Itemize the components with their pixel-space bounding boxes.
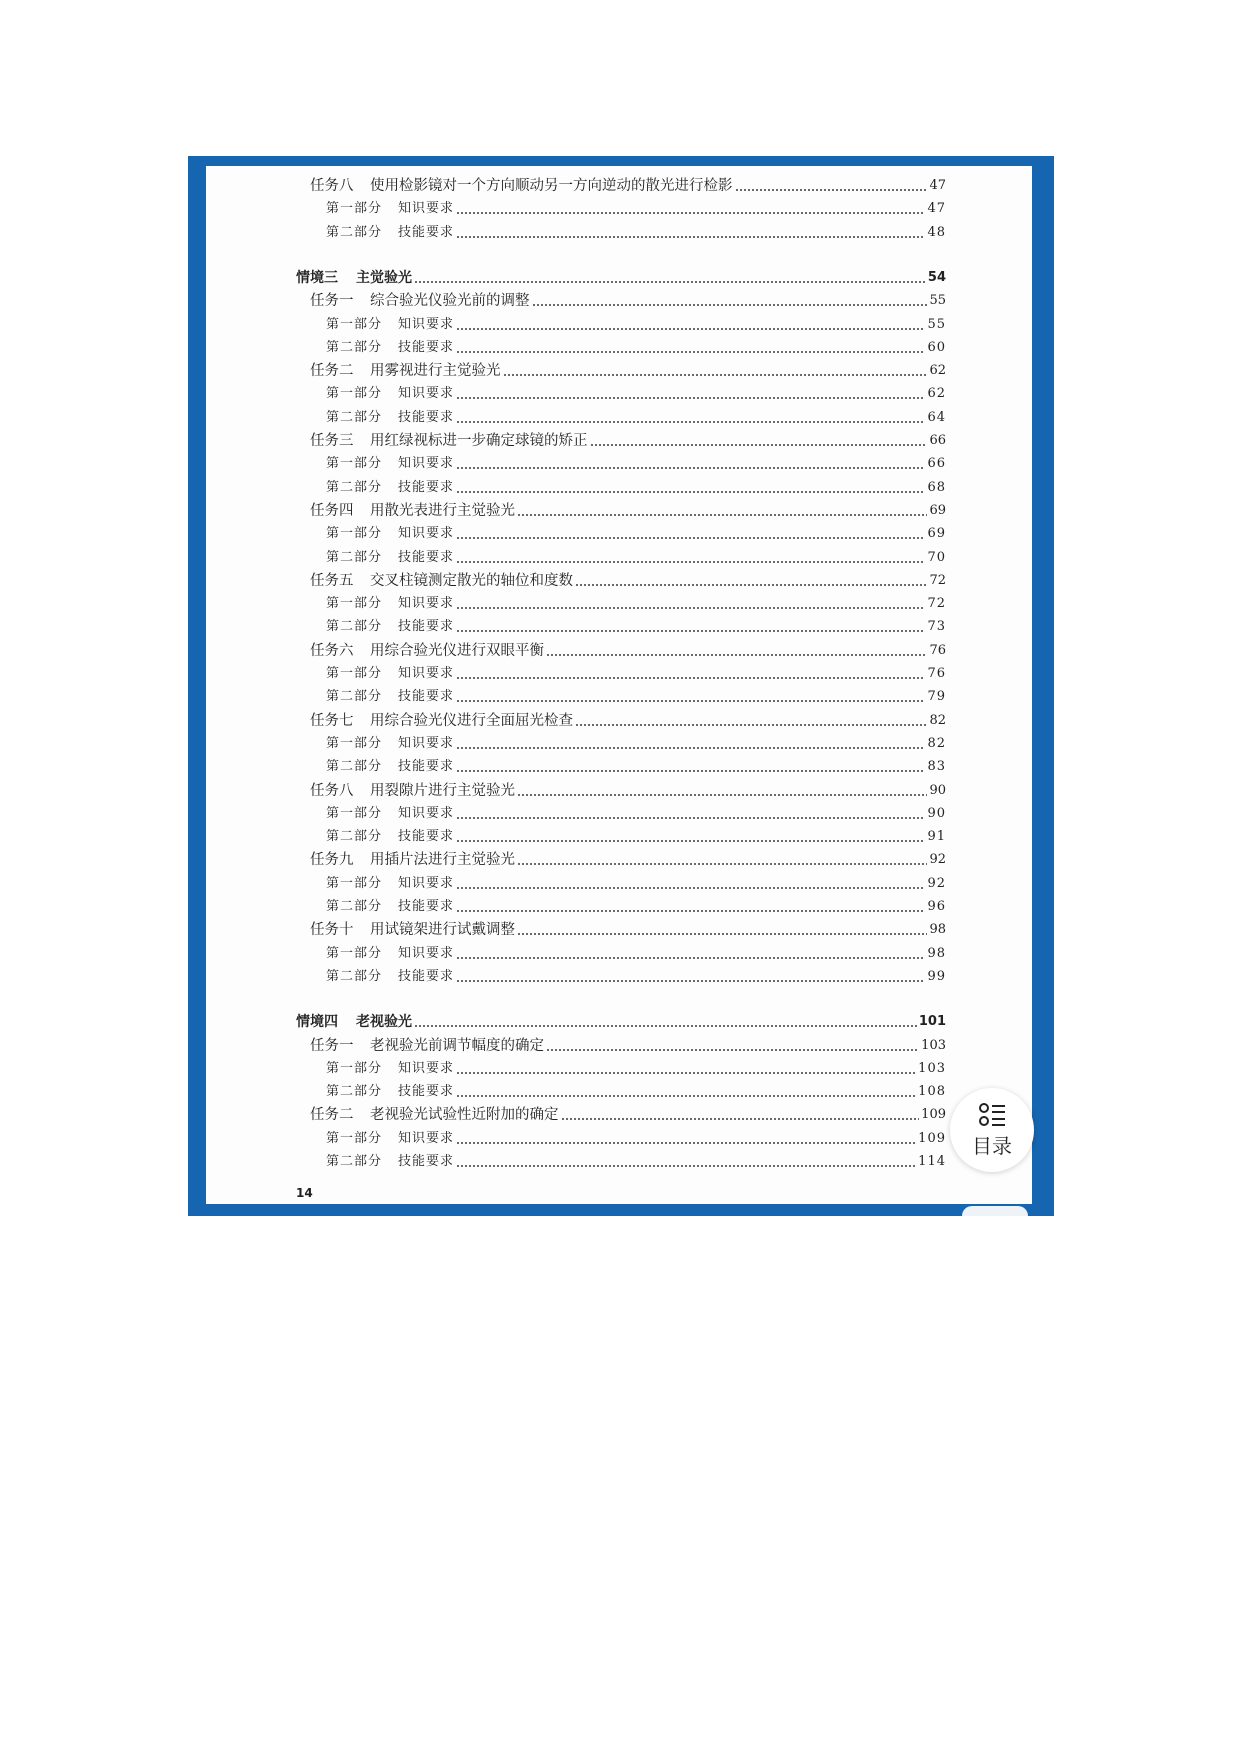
toc-entry-page: 98 bbox=[929, 922, 946, 938]
toc-entry-page: 69 bbox=[927, 526, 946, 542]
toc-entry-label bbox=[326, 875, 454, 893]
toc-entry-number: 第一部分 bbox=[326, 316, 383, 332]
toc-entry-title: 老视验光前调节幅度的确定 bbox=[370, 1037, 544, 1054]
toc-entry-part[interactable] bbox=[326, 220, 946, 242]
toc-entry-label bbox=[310, 1037, 544, 1055]
toc-entry-number: 第一部分 bbox=[326, 875, 383, 891]
dot-leader bbox=[517, 794, 927, 796]
toc-entry-number: 第一部分 bbox=[326, 735, 383, 751]
toc-entry-title: 知识要求 bbox=[398, 596, 455, 612]
toc-entry-page: 55 bbox=[927, 316, 946, 332]
toc-entry-label bbox=[310, 712, 573, 730]
toc-entry-title: 使用检影镜对一个方向顺动另一方向逆动的散光进行检影 bbox=[370, 178, 733, 194]
toc-entry-page: 91 bbox=[927, 829, 946, 845]
dot-leader bbox=[456, 1165, 916, 1167]
toc-entry-number: 第一部分 bbox=[326, 945, 383, 961]
toc-entry-label bbox=[326, 525, 454, 543]
toc-entry-page: 73 bbox=[927, 619, 946, 635]
toc-entry-number: 任务一 bbox=[310, 293, 354, 310]
secondary-floating-button[interactable] bbox=[962, 1206, 1028, 1216]
toc-entry-page: 66 bbox=[927, 456, 946, 472]
dot-leader bbox=[590, 444, 928, 446]
toc-entry-title: 知识要求 bbox=[398, 456, 455, 472]
toc-entry-label bbox=[326, 224, 454, 242]
toc-entry-number: 第二部分 bbox=[326, 968, 383, 984]
toc-entry-title: 知识要求 bbox=[398, 1060, 455, 1076]
dot-leader bbox=[503, 374, 928, 376]
toc-entry-title: 综合验光仪验光前的调整 bbox=[370, 293, 530, 310]
dot-leader bbox=[546, 1049, 919, 1051]
toc-entry-part[interactable] bbox=[326, 614, 946, 636]
toc-entry-page: 70 bbox=[927, 549, 946, 565]
toc-entry-label bbox=[310, 432, 588, 450]
toc-entry-number: 任务八 bbox=[310, 782, 354, 799]
toc-entry-task[interactable] bbox=[310, 1102, 946, 1124]
toc-entry-title: 知识要求 bbox=[398, 386, 455, 402]
toc-entry-number: 第二部分 bbox=[326, 619, 383, 635]
dot-leader bbox=[456, 491, 925, 493]
toc-entry-title: 技能要求 bbox=[398, 829, 455, 845]
toc-entry-page: 54 bbox=[927, 269, 946, 285]
toc-entry-label bbox=[326, 339, 454, 357]
toc-entry-part[interactable] bbox=[326, 684, 946, 706]
list-icon bbox=[978, 1102, 1006, 1128]
toc-entry-label bbox=[326, 688, 454, 706]
toc-entry-title: 技能要求 bbox=[398, 224, 455, 240]
toc-entry-label bbox=[326, 479, 454, 497]
toc-entry-page: 47 bbox=[929, 178, 946, 193]
toc-entry-title: 知识要求 bbox=[398, 735, 455, 751]
dot-leader bbox=[456, 467, 925, 469]
toc-entry-task[interactable] bbox=[310, 917, 946, 939]
toc-entry-number: 第一部分 bbox=[326, 526, 383, 542]
dot-leader bbox=[456, 817, 925, 819]
toc-entry-title: 用裂隙片进行主觉验光 bbox=[370, 782, 515, 799]
toc-entry-page: 72 bbox=[929, 572, 946, 588]
dot-leader bbox=[546, 654, 927, 656]
toc-entry-page: 76 bbox=[927, 666, 946, 681]
toc-button[interactable] bbox=[950, 1088, 1034, 1172]
toc-entry-title: 用散光表进行主觉验光 bbox=[370, 502, 515, 519]
toc-entry-page: 114 bbox=[918, 1154, 946, 1169]
toc-entry-title: 主觉验光 bbox=[356, 269, 412, 286]
dot-leader bbox=[456, 351, 925, 353]
toc-entry-part[interactable] bbox=[326, 1126, 946, 1148]
dot-leader bbox=[456, 561, 925, 563]
toc-entry-number: 第二部分 bbox=[326, 1154, 383, 1169]
dot-leader bbox=[575, 724, 927, 726]
toc-entry-page: 48 bbox=[927, 224, 946, 240]
toc-entry-page: 103 bbox=[921, 1037, 946, 1053]
toc-entry-page: 66 bbox=[929, 433, 946, 448]
toc-entry-label bbox=[310, 921, 515, 939]
toc-entry-task[interactable] bbox=[310, 847, 946, 869]
dot-leader bbox=[414, 281, 926, 283]
toc-entry-page: 69 bbox=[929, 502, 946, 518]
toc-entry-number: 第一部分 bbox=[326, 1060, 383, 1076]
toc-entry-title: 知识要求 bbox=[398, 201, 455, 217]
toc-entry-label bbox=[326, 1153, 454, 1171]
toc-entry-label bbox=[310, 782, 515, 800]
toc-entry-page: 72 bbox=[927, 596, 946, 612]
toc-entry-title: 知识要求 bbox=[398, 805, 455, 821]
toc-entry-page: 108 bbox=[918, 1084, 946, 1100]
toc-entry-label bbox=[310, 177, 733, 195]
toc-entry-title: 技能要求 bbox=[398, 759, 455, 775]
toc-entry-title: 知识要求 bbox=[398, 526, 455, 542]
toc-entry-part[interactable] bbox=[326, 335, 946, 357]
toc-entry-label bbox=[326, 665, 454, 683]
toc-entry-number: 任务二 bbox=[310, 1107, 354, 1124]
toc-entry-page: 64 bbox=[927, 409, 946, 425]
toc-entry-page: 68 bbox=[927, 479, 946, 495]
toc-entry-number: 第二部分 bbox=[326, 479, 383, 495]
toc-entry-number: 任务十 bbox=[310, 922, 354, 939]
toc-entry-title: 知识要求 bbox=[398, 1130, 455, 1146]
toc-entry-part[interactable] bbox=[326, 475, 946, 497]
toc-entry-part[interactable] bbox=[326, 1149, 946, 1171]
toc-entry-title: 用综合验光仪进行全面屈光检查 bbox=[370, 712, 573, 729]
toc-entry-page: 109 bbox=[921, 1107, 946, 1123]
toc-entry-page: 92 bbox=[927, 875, 946, 891]
toc-entry-page: 103 bbox=[918, 1060, 946, 1076]
dot-leader bbox=[517, 514, 927, 516]
toc-entry-number: 任务三 bbox=[310, 433, 354, 449]
toc-entry-number: 任务七 bbox=[310, 712, 354, 729]
toc-entry-page: 82 bbox=[927, 735, 946, 751]
toc-entry-task[interactable] bbox=[310, 173, 946, 195]
toc-entry-title: 用雾视进行主觉验光 bbox=[370, 363, 501, 380]
toc-entry-title: 技能要求 bbox=[398, 899, 455, 914]
toc-entry-page: 62 bbox=[927, 386, 946, 402]
dot-leader bbox=[735, 189, 928, 191]
dot-leader bbox=[456, 910, 925, 912]
dot-leader bbox=[517, 933, 927, 935]
toc-entry-part[interactable] bbox=[326, 521, 946, 543]
dot-leader bbox=[561, 1118, 920, 1120]
toc-entry-part[interactable] bbox=[326, 871, 946, 893]
toc-entry-number: 第二部分 bbox=[326, 339, 383, 355]
toc-entry-title: 老视验光 bbox=[356, 1014, 412, 1031]
toc-entry-title: 知识要求 bbox=[398, 945, 455, 961]
toc-entry-page: 47 bbox=[927, 201, 946, 217]
dot-leader bbox=[414, 1025, 917, 1027]
toc-entry-title: 用试镜架进行试戴调整 bbox=[370, 922, 515, 939]
toc-entry-label bbox=[310, 572, 573, 590]
toc-entry-title: 知识要求 bbox=[398, 666, 455, 681]
toc-entry-task[interactable] bbox=[310, 358, 946, 380]
toc-entry-number: 第二部分 bbox=[326, 689, 383, 705]
toc-entry-title: 技能要求 bbox=[398, 619, 455, 635]
toc-entry-label bbox=[310, 362, 501, 380]
toc-entry-page: 109 bbox=[918, 1130, 946, 1146]
dot-leader bbox=[456, 328, 925, 330]
toc-entry-number: 任务八 bbox=[310, 178, 354, 194]
toc-entry-label bbox=[326, 968, 454, 986]
page-number: 14 bbox=[296, 1186, 313, 1200]
dot-leader bbox=[456, 537, 925, 539]
toc-entry-title: 技能要求 bbox=[398, 339, 455, 355]
toc-entry-title: 技能要求 bbox=[398, 689, 455, 705]
dot-leader bbox=[517, 863, 927, 865]
toc-entry-part[interactable] bbox=[326, 381, 946, 403]
dot-leader bbox=[456, 397, 925, 399]
toc-entry-title: 技能要求 bbox=[398, 968, 455, 984]
toc-entry-title: 技能要求 bbox=[398, 479, 455, 495]
toc-entry-label bbox=[310, 292, 530, 310]
dot-leader bbox=[456, 607, 925, 609]
toc-entry-label bbox=[326, 618, 454, 636]
toc-entry-part[interactable] bbox=[326, 894, 946, 916]
toc-entry-number: 第一部分 bbox=[326, 456, 383, 472]
toc-entry-number: 第一部分 bbox=[326, 1130, 383, 1146]
toc-entry-label bbox=[310, 642, 544, 660]
toc-entry-page: 92 bbox=[929, 852, 946, 868]
toc-entry-page: 99 bbox=[927, 968, 946, 984]
toc-entry-label bbox=[326, 898, 454, 916]
toc-entry-title: 交叉柱镜测定散光的轴位和度数 bbox=[370, 572, 573, 589]
dot-leader bbox=[456, 700, 925, 702]
dot-leader bbox=[456, 1095, 916, 1097]
toc-entry-number: 第二部分 bbox=[326, 829, 383, 845]
toc-entry-number: 任务一 bbox=[310, 1037, 354, 1054]
toc-entry-page: 101 bbox=[918, 1014, 946, 1030]
toc-entry-label bbox=[310, 502, 515, 520]
toc-entry-title: 知识要求 bbox=[398, 316, 455, 332]
dot-leader bbox=[456, 1142, 916, 1144]
toc-entry-number: 第二部分 bbox=[326, 549, 383, 565]
dot-leader bbox=[456, 421, 925, 423]
toc-entry-label bbox=[326, 1060, 454, 1078]
toc-entry-page: 96 bbox=[927, 899, 946, 914]
toc-entry-task[interactable] bbox=[310, 568, 946, 590]
toc-entry-part[interactable] bbox=[326, 754, 946, 776]
toc-entry-number: 第一部分 bbox=[326, 386, 383, 402]
toc-entry-title: 知识要求 bbox=[398, 875, 455, 891]
toc-entry-label bbox=[326, 945, 454, 963]
toc-entry-task[interactable] bbox=[310, 638, 946, 660]
toc-entry-title: 技能要求 bbox=[398, 409, 455, 425]
toc-entry-label bbox=[326, 549, 454, 567]
toc-entry-label bbox=[326, 1130, 454, 1148]
toc-entry-page: 90 bbox=[929, 782, 946, 798]
toc-entry-page: 79 bbox=[927, 689, 946, 705]
toc-entry-task[interactable] bbox=[310, 498, 946, 520]
toc-entry-task[interactable] bbox=[310, 428, 946, 450]
toc-entry-part[interactable] bbox=[326, 545, 946, 567]
toc-entry-number: 第一部分 bbox=[326, 666, 383, 681]
toc-entry-part[interactable] bbox=[326, 824, 946, 846]
toc-entry-page: 98 bbox=[927, 945, 946, 961]
toc-entry-number: 任务九 bbox=[310, 852, 354, 869]
toc-entry-title: 老视验光试验性近附加的确定 bbox=[370, 1107, 559, 1124]
dot-leader bbox=[456, 630, 925, 632]
toc-entry-title: 技能要求 bbox=[398, 1154, 455, 1169]
toc-entry-page: 83 bbox=[927, 759, 946, 775]
dot-leader bbox=[456, 980, 925, 982]
toc-entry-part[interactable] bbox=[326, 1056, 946, 1078]
toc-entry-part[interactable] bbox=[326, 451, 946, 473]
toc-entry-label bbox=[310, 1106, 559, 1124]
dot-leader bbox=[456, 236, 925, 238]
toc-entry-part[interactable] bbox=[326, 405, 946, 427]
toc-entry-label bbox=[326, 455, 454, 473]
toc-entry-number: 任务二 bbox=[310, 363, 354, 380]
toc-entry-part[interactable] bbox=[326, 661, 946, 683]
toc-entry-number: 第二部分 bbox=[326, 224, 383, 240]
toc-entry-label bbox=[326, 316, 454, 334]
toc-entry-number: 第一部分 bbox=[326, 805, 383, 821]
toc-entry-label bbox=[326, 1083, 454, 1101]
toc-entry-label bbox=[296, 269, 412, 287]
toc-entry-number: 第二部分 bbox=[326, 409, 383, 425]
toc-entry-label bbox=[326, 735, 454, 753]
toc-entry-number: 第二部分 bbox=[326, 759, 383, 775]
toc-entry-number: 第一部分 bbox=[326, 201, 383, 217]
toc-entry-part[interactable] bbox=[326, 196, 946, 218]
toc-entry-part[interactable] bbox=[326, 591, 946, 613]
toc-entry-number: 任务四 bbox=[310, 502, 354, 519]
toc-entry-title: 技能要求 bbox=[398, 549, 455, 565]
toc-entry-part[interactable] bbox=[326, 1079, 946, 1101]
dot-leader bbox=[456, 957, 925, 959]
dot-leader bbox=[456, 840, 925, 842]
toc-entry-label bbox=[326, 805, 454, 823]
toc-button-label: 目录 bbox=[972, 1133, 1012, 1158]
toc-entry-title: 技能要求 bbox=[398, 1084, 455, 1100]
toc-entry-number: 第二部分 bbox=[326, 1084, 383, 1100]
dot-leader bbox=[532, 304, 928, 306]
toc-entry-title: 用综合验光仪进行双眼平衡 bbox=[370, 642, 544, 659]
toc-entry-scene[interactable] bbox=[296, 265, 946, 287]
toc-entry-task[interactable] bbox=[310, 708, 946, 730]
toc-entry-label bbox=[310, 851, 515, 869]
toc-entry-part[interactable] bbox=[326, 731, 946, 753]
dot-leader bbox=[456, 212, 925, 214]
toc-entry-page: 90 bbox=[927, 805, 946, 821]
toc-entry-part[interactable] bbox=[326, 801, 946, 823]
toc-entry-number: 情境三 bbox=[296, 269, 338, 286]
toc-entry-title: 用插片法进行主觉验光 bbox=[370, 852, 515, 869]
toc-entry-label bbox=[326, 385, 454, 403]
dot-leader bbox=[456, 1072, 916, 1074]
dot-leader bbox=[456, 770, 925, 772]
dot-leader bbox=[456, 747, 925, 749]
toc-entry-part[interactable] bbox=[326, 941, 946, 963]
dot-leader bbox=[575, 584, 927, 586]
toc-entry-page: 82 bbox=[929, 712, 946, 728]
toc-entry-task[interactable] bbox=[310, 778, 946, 800]
toc-entry-label bbox=[326, 200, 454, 218]
toc-entry-title: 用红绿视标进一步确定球镜的矫正 bbox=[370, 433, 588, 449]
toc-entry-label bbox=[326, 758, 454, 776]
toc-entry-number: 情境四 bbox=[296, 1014, 338, 1031]
toc-entry-label bbox=[326, 828, 454, 846]
toc-entry-label bbox=[326, 595, 454, 613]
dot-leader bbox=[456, 887, 925, 889]
toc-entry-page: 62 bbox=[929, 363, 946, 379]
toc-entry-task[interactable] bbox=[310, 1033, 946, 1055]
toc-entry-number: 第二部分 bbox=[326, 899, 383, 914]
toc-entry-page: 76 bbox=[929, 642, 946, 658]
toc-entry-part[interactable] bbox=[326, 312, 946, 334]
toc-entry-task[interactable] bbox=[310, 288, 946, 310]
toc-entry-page: 55 bbox=[929, 293, 946, 309]
toc-entry-page: 60 bbox=[927, 339, 946, 355]
toc-entry-number: 任务六 bbox=[310, 642, 354, 659]
dot-leader bbox=[456, 677, 925, 679]
toc-entry-number: 第一部分 bbox=[326, 596, 383, 612]
toc-entry-scene[interactable] bbox=[296, 1009, 946, 1031]
toc-entry-label bbox=[296, 1013, 412, 1031]
toc-entry-part[interactable] bbox=[326, 964, 946, 986]
toc-entry-label bbox=[326, 409, 454, 427]
toc-entry-number: 任务五 bbox=[310, 572, 354, 589]
